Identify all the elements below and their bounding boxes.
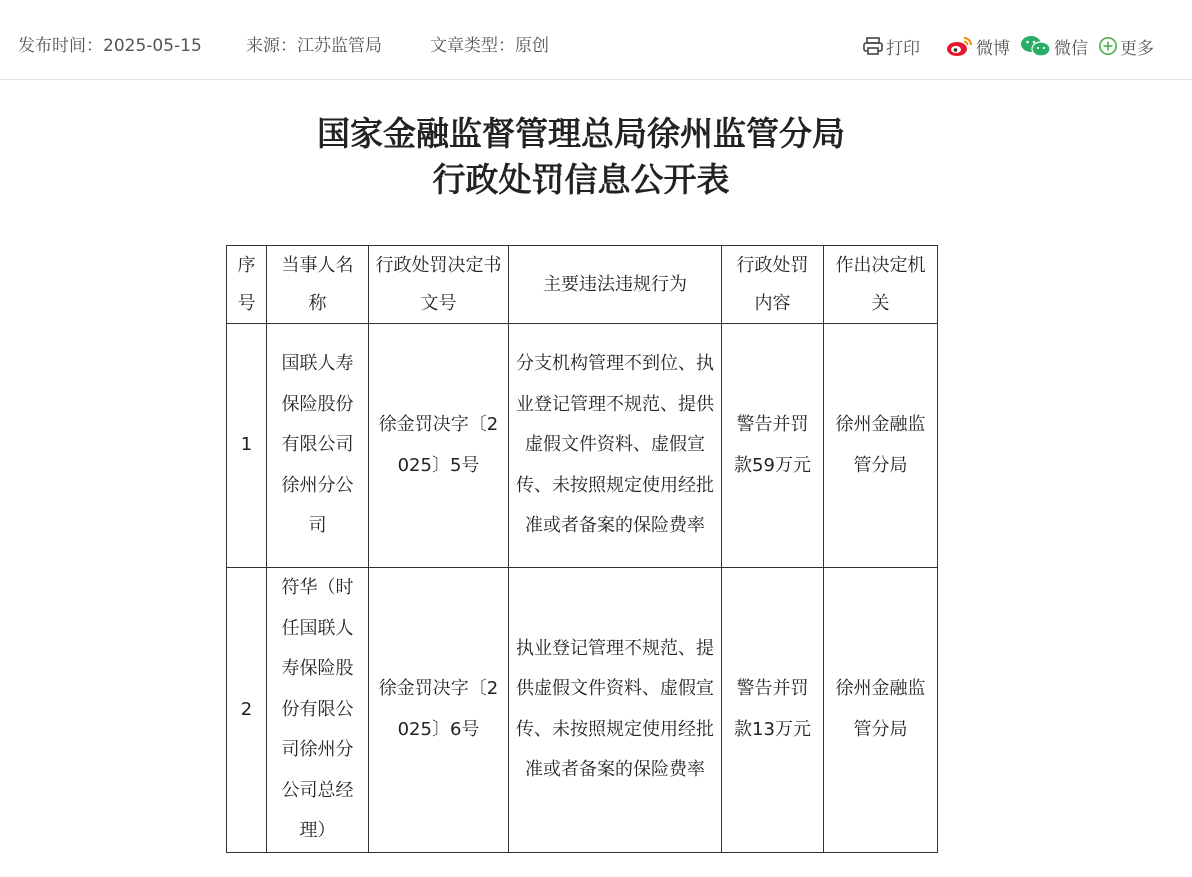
wechat-icon	[1020, 35, 1052, 57]
penalty-info-table	[226, 245, 938, 853]
row-no: 1	[227, 324, 267, 568]
row-penalty: 警告并罚款59万元	[722, 324, 824, 568]
print-button[interactable]	[862, 34, 920, 58]
header-penalty: 行政处罚内容	[722, 246, 824, 324]
header-authority: 作出决定机关	[824, 246, 938, 324]
publish-date: 发布时间：2025-05-15	[18, 36, 202, 56]
row-authority: 徐州金融监管分局	[824, 324, 938, 568]
weibo-share-button[interactable]	[946, 34, 1010, 58]
row-doc-number: 徐金罚决字〔2025〕6号	[369, 568, 509, 853]
header-violation: 主要违法违规行为	[509, 246, 722, 324]
header-doc-number: 行政处罚决定书文号	[369, 246, 509, 324]
table-row	[227, 568, 938, 853]
row-party: 国联人寿保险股份有限公司徐州分公司	[267, 324, 369, 568]
weibo-label: 微博	[976, 38, 1010, 59]
row-authority: 徐州金融监管分局	[824, 568, 938, 853]
row-party: 符华（时任国联人寿保险股份有限公司徐州分公司总经理）	[267, 568, 369, 853]
article-source: 来源：江苏监管局	[246, 36, 382, 56]
printer-icon	[862, 36, 884, 56]
more-label: 更多	[1120, 38, 1154, 59]
table-row	[227, 324, 938, 568]
page-title-line2: 行政处罚信息公开表	[432, 160, 730, 199]
header-party: 当事人名称	[267, 246, 369, 324]
article-meta-bar	[0, 0, 1192, 80]
wechat-label: 微信	[1054, 38, 1088, 59]
row-violation: 分支机构管理不到位、执业登记管理不规范、提供虚假文件资料、虚假宣传、未按照规定使用经批准或者备案的保险费率	[509, 324, 722, 568]
row-no: 2	[227, 568, 267, 853]
print-label: 打印	[886, 38, 920, 59]
table-header-row	[227, 246, 938, 324]
header-no: 序号	[227, 246, 267, 324]
wechat-share-button[interactable]	[1020, 34, 1088, 58]
article-type: 文章类型：原创	[430, 36, 549, 56]
plus-circle-icon	[1098, 36, 1118, 56]
row-penalty: 警告并罚款13万元	[722, 568, 824, 853]
row-violation: 执业登记管理不规范、提供虚假文件资料、虚假宣传、未按照规定使用经批准或者备案的保险费率	[509, 568, 722, 853]
page-title-line1: 国家金融监督管理总局徐州监管分局	[317, 114, 845, 153]
row-doc-number: 徐金罚决字〔2025〕5号	[369, 324, 509, 568]
more-share-button[interactable]	[1098, 34, 1154, 58]
weibo-icon	[946, 35, 974, 57]
